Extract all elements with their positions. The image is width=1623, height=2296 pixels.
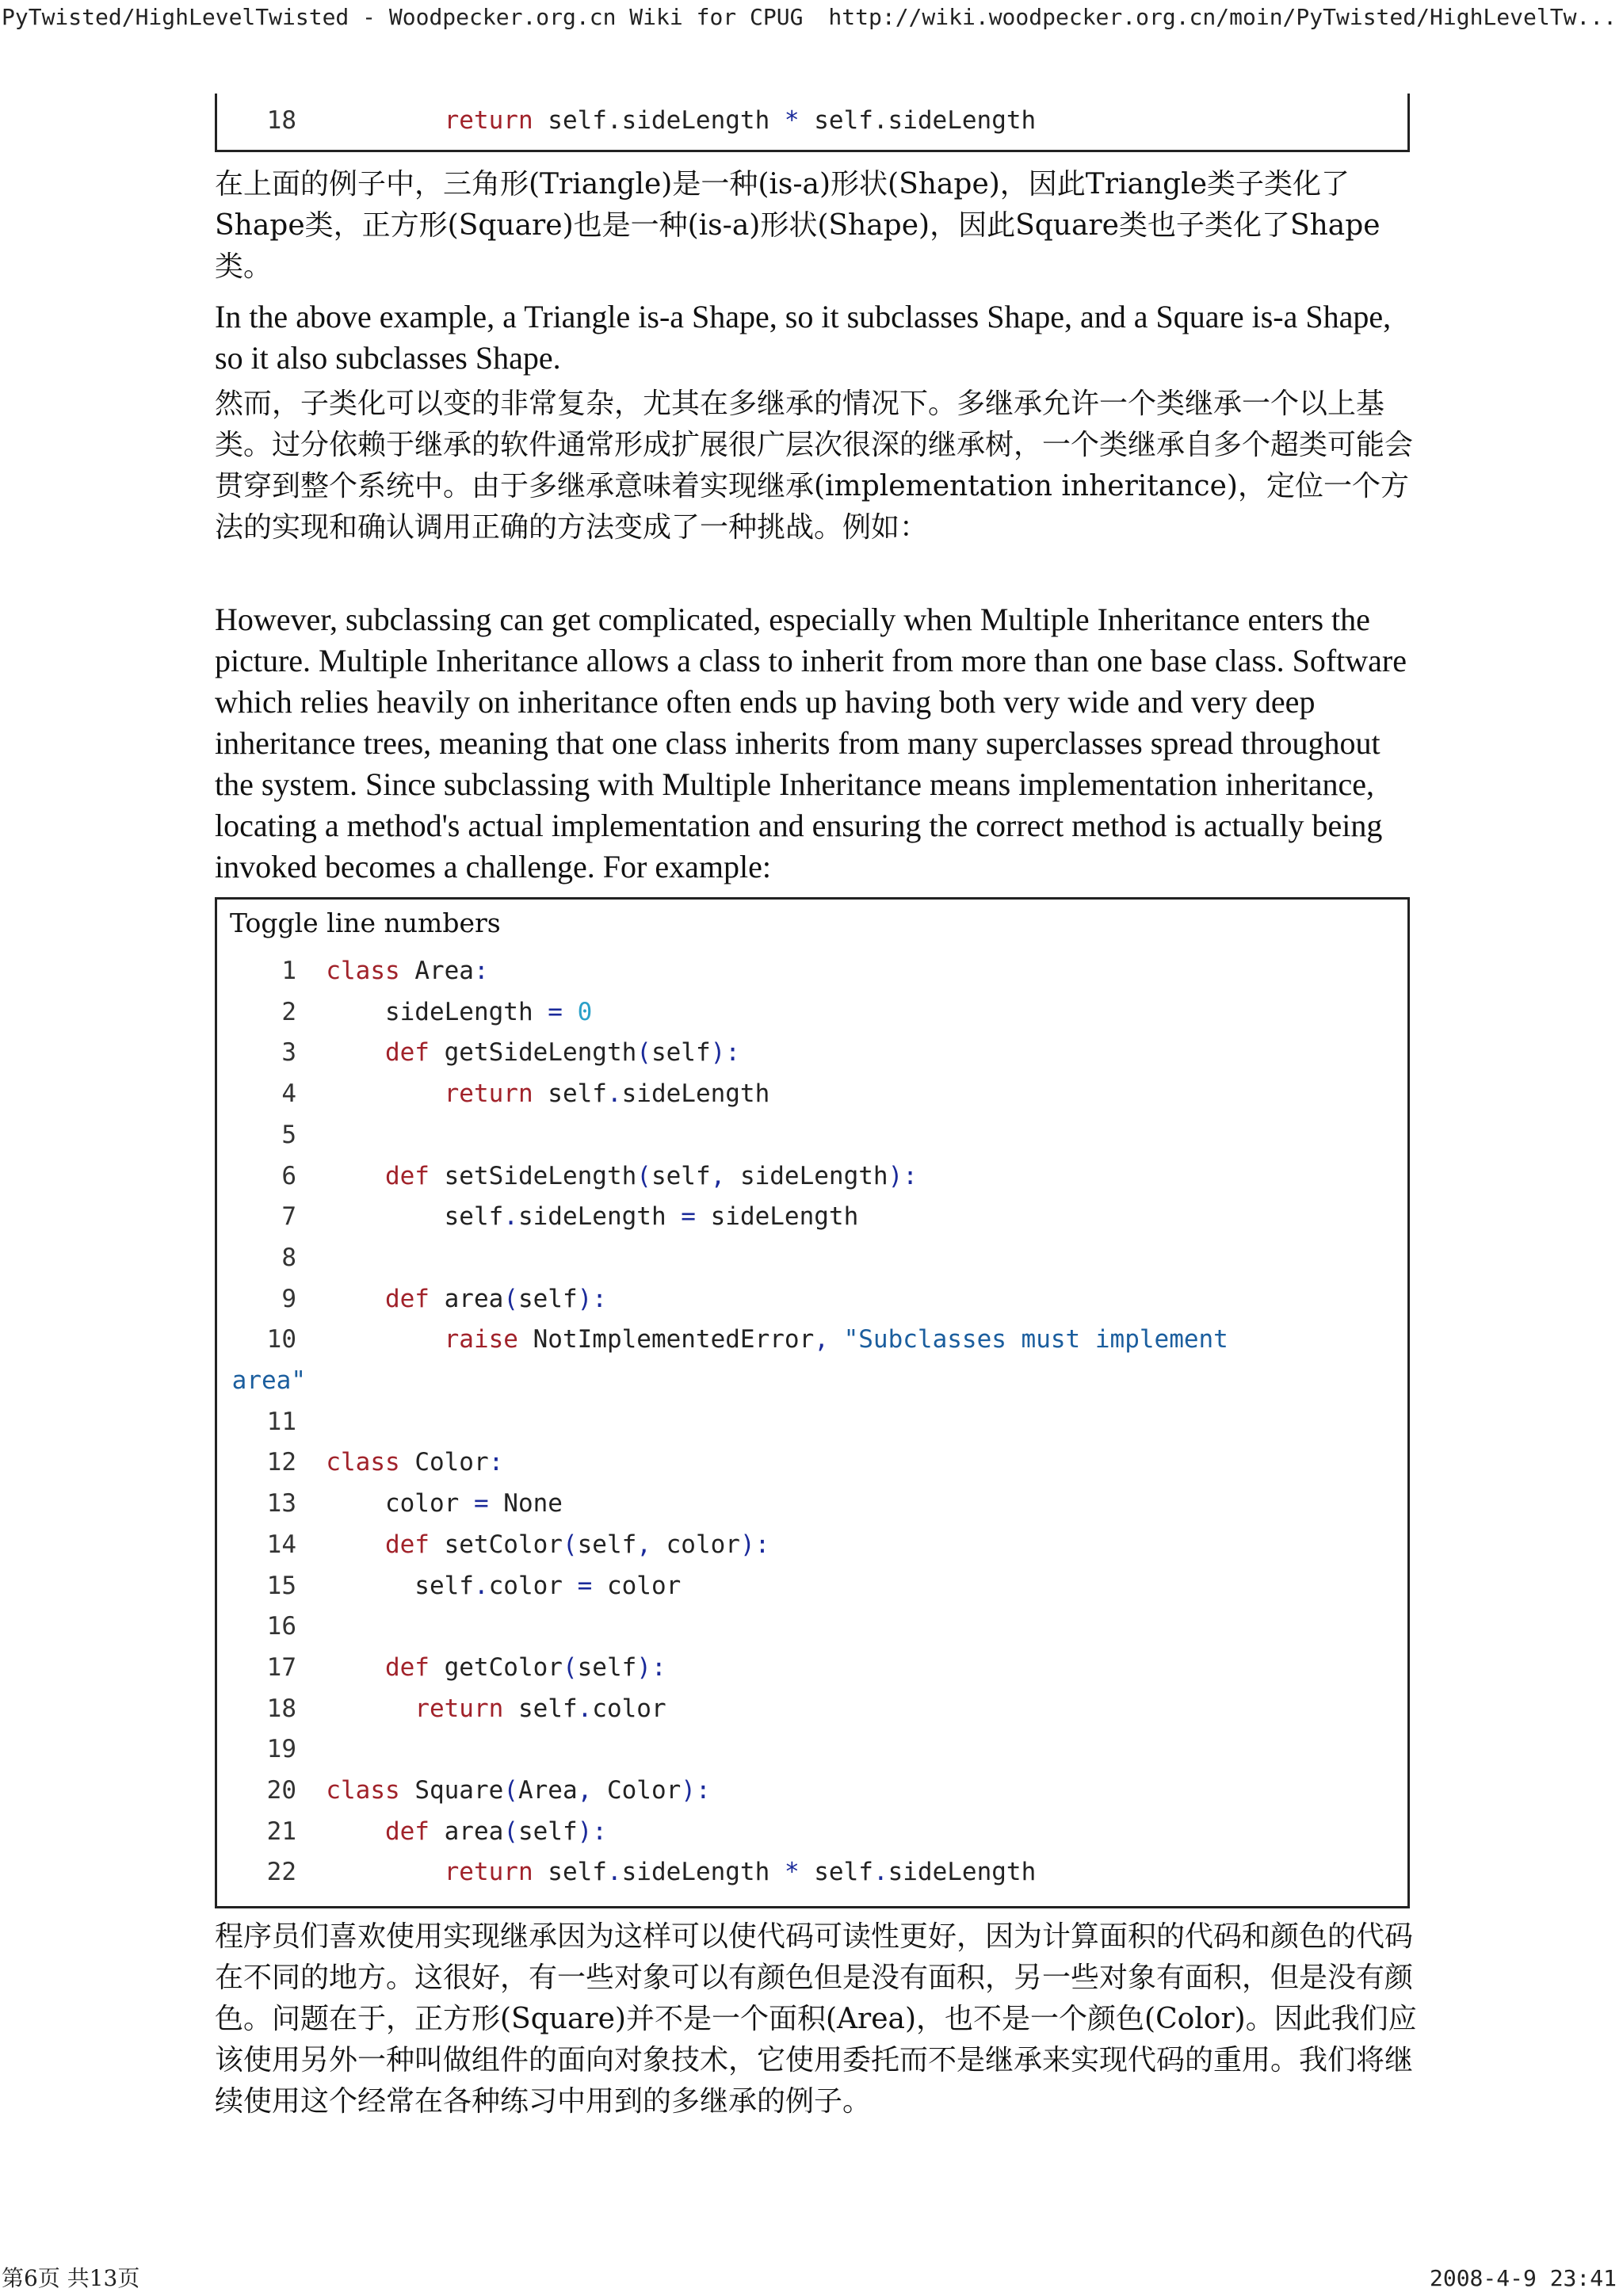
code-operator: , <box>814 1325 829 1354</box>
code-text: Square <box>399 1776 504 1805</box>
code-text <box>326 1162 385 1190</box>
code-line <box>217 1073 1406 1114</box>
code-line <box>217 1565 1406 1606</box>
code-text: sideLength <box>326 997 548 1026</box>
code-line <box>217 1606 1406 1647</box>
code-text: self.sideLength <box>533 106 785 135</box>
line-number: 2 <box>281 997 296 1026</box>
code-line <box>217 1196 1406 1237</box>
code-keyword: return <box>444 1858 533 1887</box>
code-text: getSideLength <box>429 1038 637 1068</box>
line-number: 7 <box>281 1202 296 1232</box>
code-text: Area <box>517 1776 578 1805</box>
code-text <box>326 1858 444 1886</box>
code-line <box>217 1156 1406 1197</box>
code-operator: . <box>577 1694 593 1723</box>
code-text: sideLength <box>695 1202 859 1232</box>
code-operator: ): <box>888 1161 918 1190</box>
code-keyword: def <box>384 1530 430 1559</box>
code-operator: . <box>606 1079 622 1109</box>
code-text: NotImplementedError <box>517 1325 815 1354</box>
code-operator: ( <box>503 1284 518 1313</box>
code-text: sideLength <box>517 1202 682 1232</box>
code-line <box>217 1319 1406 1360</box>
page-header <box>0 0 1623 35</box>
code-text <box>326 1530 385 1559</box>
code-operator: : <box>488 1448 504 1477</box>
paragraph-zh-3: 程序员们喜欢使用实现继承因为这样可以使代码可读性更好，因为计算面积的代码和颜色的代码在不同的地方。这很好，有一些对象可以有颜色但是没有面积，另一些对象有面积，但是没有颜色。问题在于，正方形(Square)并不是一个面积(Area)，也不是一个颜色(Color)。因此我们应该使用另外一种叫做组件的面向对象技术，它使用委托而不是继承来实现代码的重用。我们将继续使用这个经常在各种练习中用到的多继承的例子。 <box>215 1920 1417 2118</box>
code-keyword: def <box>384 1038 430 1068</box>
code-text: self <box>517 1284 578 1313</box>
code-text: self <box>799 1858 873 1887</box>
code-text: area <box>429 1817 504 1846</box>
code-text: self <box>326 1202 504 1232</box>
code-line <box>217 1114 1406 1156</box>
code-keyword: class <box>326 1448 400 1477</box>
code-text: self <box>517 1817 578 1846</box>
code-keyword: def <box>384 1817 430 1846</box>
code-text: sideLength <box>621 1858 785 1887</box>
code-number: 0 <box>577 997 593 1026</box>
code-block-continued <box>215 94 1410 152</box>
code-operator: , <box>636 1530 651 1559</box>
line-number: 5 <box>281 1120 296 1149</box>
code-line <box>217 1770 1406 1811</box>
code-line <box>217 1729 1406 1770</box>
code-text: self <box>503 1694 578 1723</box>
code-keyword: def <box>384 1652 430 1682</box>
code-text: self <box>651 1161 711 1190</box>
code-text: Color <box>399 1448 489 1477</box>
code-text: self.sideLength <box>799 106 1037 135</box>
code-keyword: class <box>326 957 400 985</box>
code-line <box>217 1647 1406 1688</box>
print-datetime: 2008-4-9 23:41 <box>1429 2265 1617 2291</box>
code-text <box>326 1325 444 1354</box>
line-number: 11 <box>266 1407 296 1436</box>
line-number: 19 <box>266 1735 296 1764</box>
code-operator: * <box>784 1858 800 1887</box>
code-operator: . <box>473 1571 489 1600</box>
code-text <box>326 1694 414 1723</box>
code-text: color <box>592 1571 682 1600</box>
code-text: None <box>488 1489 563 1519</box>
line-number: 13 <box>266 1489 296 1519</box>
line-number: 6 <box>281 1161 296 1190</box>
code-line <box>217 1278 1406 1320</box>
code-keyword: class <box>326 1776 400 1805</box>
line-number: 9 <box>281 1284 296 1313</box>
code-line <box>217 950 1406 991</box>
code-block <box>215 897 1410 1908</box>
code-keyword: raise <box>444 1325 518 1354</box>
line-number: 21 <box>266 1817 296 1846</box>
code-text: getColor <box>429 1652 563 1682</box>
code-keyword: def <box>384 1284 430 1313</box>
code-text <box>326 1817 385 1846</box>
page-footer <box>0 2261 1623 2296</box>
code-operator: : <box>473 957 489 985</box>
code-line <box>217 1811 1406 1852</box>
code-text: self <box>577 1530 637 1559</box>
code-operator: ): <box>681 1776 711 1805</box>
code-line <box>217 1524 1406 1565</box>
code-keyword: return <box>414 1694 504 1723</box>
code-text: self <box>577 1652 637 1682</box>
code-operator: . <box>606 1858 622 1887</box>
code-text: setColor <box>429 1530 563 1559</box>
code-operator: , <box>577 1776 593 1805</box>
code-text <box>829 1325 844 1354</box>
code-operator: ( <box>503 1776 518 1805</box>
code-text: Color <box>592 1776 682 1805</box>
line-number: 14 <box>266 1530 296 1559</box>
code-text: color <box>651 1530 740 1559</box>
code-text: sideLength <box>888 1858 1037 1887</box>
code-operator: ( <box>562 1652 578 1682</box>
line-number: 12 <box>266 1448 296 1477</box>
line-number: 18 <box>266 106 296 135</box>
code-text: color <box>488 1571 578 1600</box>
code-text: area <box>429 1284 504 1313</box>
code-operator: = <box>681 1202 696 1232</box>
page-url[interactable]: http://wiki.woodpecker.org.cn/moin/PyTwisted/HighLevelTw... <box>828 4 1617 30</box>
code-text <box>326 1038 385 1067</box>
line-number: 17 <box>266 1652 296 1682</box>
code-text: self <box>326 1571 474 1600</box>
code-text: setSideLength <box>429 1161 637 1190</box>
code-operator: ): <box>577 1284 607 1313</box>
code-operator: ( <box>636 1161 651 1190</box>
page-number: 第6页 共13页 <box>2 2265 140 2291</box>
line-number: 15 <box>266 1571 296 1600</box>
code-operator: ( <box>503 1817 518 1846</box>
code-line <box>217 1851 1406 1893</box>
code-string: "Subclasses must implement <box>843 1325 1228 1354</box>
paragraph-en-1: In the above example, a Triangle is-a Shape, so it subclasses Shape, and a Square is-a Shape, so it also subclasses Shape. <box>215 299 1392 376</box>
code-keyword: return <box>444 1079 533 1109</box>
code-text: sideLength <box>621 1079 770 1109</box>
code-text: color <box>592 1694 666 1723</box>
line-number: 10 <box>266 1325 296 1354</box>
code-text <box>563 998 578 1026</box>
code-text: self <box>533 1858 607 1887</box>
paragraph-zh-1: 在上面的例子中，三角形(Triangle)是一种(is-a)形状(Shape)，因此Triangle类子类化了Shape类，正方形(Square)也是一种(is-a)形状(Shape)，因此Square类也子类化了Shape类。 <box>215 168 1381 283</box>
code-operator: * <box>784 106 800 135</box>
code-line <box>217 100 1406 141</box>
code-operator: ): <box>739 1530 770 1559</box>
code-text: Area <box>399 957 474 985</box>
line-number: 1 <box>281 957 296 985</box>
code-line <box>217 1032 1406 1073</box>
line-number: 18 <box>266 1694 296 1723</box>
code-line <box>217 1401 1406 1442</box>
code-operator: = <box>548 997 563 1026</box>
code-operator: , <box>710 1161 726 1190</box>
code-line <box>217 1360 1406 1401</box>
code-line <box>217 1688 1406 1729</box>
code-text <box>326 1653 385 1682</box>
page-title: PyTwisted/HighLevelTwisted - Woodpecker.org.cn Wiki for CPUG <box>2 4 804 30</box>
line-number: 3 <box>281 1038 296 1068</box>
code-operator: . <box>873 1858 888 1887</box>
paragraph-zh-2: 然而，子类化可以变的非常复杂，尤其在多继承的情况下。多继承允许一个类继承一个以上基类。过分依赖于继承的软件通常形成扩展很广层次很深的继承树，一个类继承自多个超类可能会贯穿到整个系统中。由于多继承意味着实现继承(implementation inheritance)，定位一个方法的实现和确认调用正确的方法变成了一种挑战。例如： <box>215 388 1414 544</box>
code-keyword: def <box>384 1161 430 1190</box>
code-text: self <box>533 1079 607 1109</box>
code-operator: ): <box>636 1652 666 1682</box>
code-string: area" <box>231 1366 306 1395</box>
code-text: sideLength <box>725 1161 888 1190</box>
code-line <box>217 1237 1406 1278</box>
paragraph-en-2: However, subclassing can get complicated, especially when Multiple Inheritance enters the picture. Multiple Inheritance allows a class to inherit from more than one base class. Software which relies heavily on inheritance often ends up having both very wide and very deep inheritance trees, meaning that one class inherits from many superclasses spread throughout the system. Since subclassing with Multiple Inheritance means implementation inheritance, locating a method's actual implementation and ensuring the correct method is actually being invoked becomes a challenge. For example: <box>215 602 1407 884</box>
code-text <box>326 1285 385 1313</box>
code-operator: = <box>577 1571 593 1600</box>
line-number: 20 <box>266 1776 296 1805</box>
code-text <box>326 1079 444 1108</box>
code-operator: = <box>473 1489 489 1519</box>
line-number: 22 <box>266 1858 296 1887</box>
line-number: 16 <box>266 1612 296 1641</box>
code-operator: ( <box>636 1038 651 1068</box>
code-operator: ): <box>577 1817 607 1846</box>
code-keyword: return <box>444 106 533 135</box>
code-line <box>217 991 1406 1033</box>
code-operator: ( <box>562 1530 578 1559</box>
code-text: self <box>651 1038 711 1068</box>
line-number: 4 <box>281 1079 296 1109</box>
code-line <box>217 1483 1406 1524</box>
toggle-line-numbers-link[interactable]: Toggle line numbers <box>230 907 501 938</box>
code-line <box>217 1442 1406 1483</box>
code-text: color <box>326 1489 474 1519</box>
line-number: 8 <box>281 1243 296 1272</box>
code-operator: ): <box>710 1038 740 1068</box>
code-operator: . <box>503 1202 518 1232</box>
